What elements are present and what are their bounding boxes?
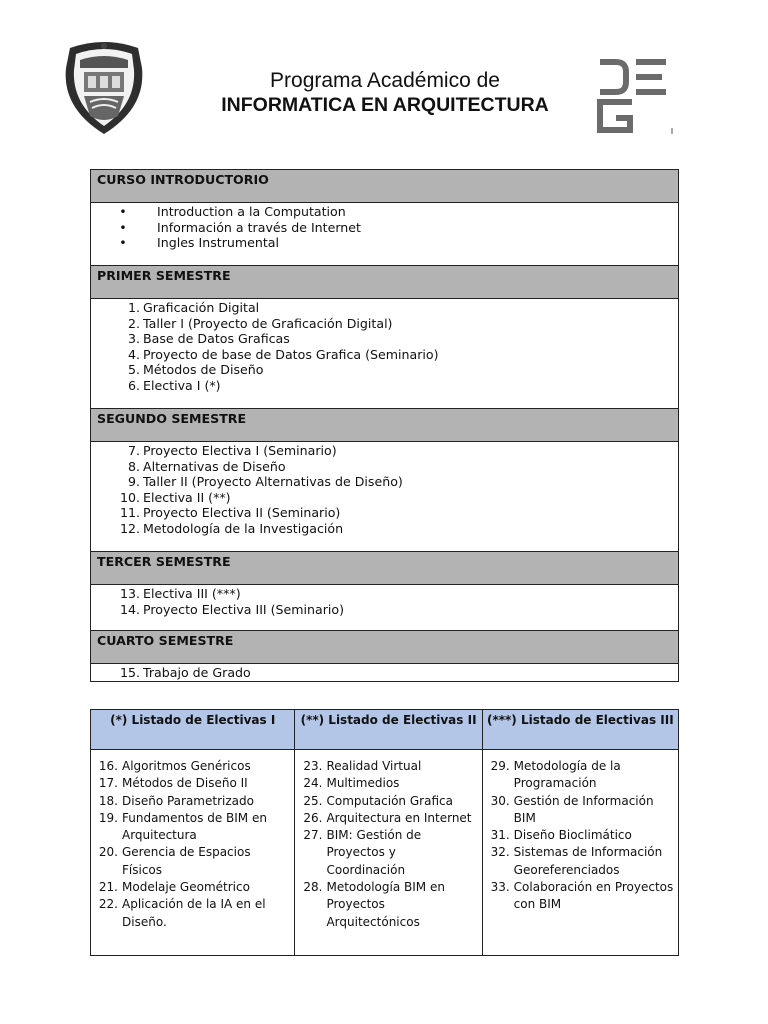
list-item: 18. Diseño Parametrizado xyxy=(98,793,254,808)
section-items xyxy=(91,203,679,266)
list-item: 32. Sistemas de Información Georeferenciados xyxy=(490,845,663,877)
list-item: 14. Proyecto Electiva III (Seminario) xyxy=(119,601,345,617)
list-item: 3. Base de Datos Graficas xyxy=(127,331,290,347)
document-title xyxy=(160,68,610,118)
list-item: • Información a través de Internet xyxy=(91,220,678,236)
electives-table xyxy=(90,709,679,956)
list-item: 4. Proyecto de base de Datos Grafica (Seminario) xyxy=(127,346,439,362)
list-item: 15. Trabajo de Grado xyxy=(119,665,251,680)
list-item: • Introduction a la Computation xyxy=(91,204,678,220)
deg-logo xyxy=(592,56,674,136)
list-item: 8. Alternativas de Diseño xyxy=(127,458,286,474)
list-item: 20. Gerencia de Espacios Físicos xyxy=(98,845,251,877)
section-header xyxy=(91,170,679,203)
list-item: 2. Taller I (Proyecto de Graficación Digital) xyxy=(127,315,393,331)
list-item: 28. Metodología BIM en Proyectos Arquitectónicos xyxy=(303,880,445,929)
electives-ii-column xyxy=(295,750,482,956)
list-item: 12. Metodología de la Investigación xyxy=(119,520,344,536)
electives-ii-header: (**) Listado de Electivas II xyxy=(295,710,482,750)
list-item: 6. Electiva I (*) xyxy=(127,377,221,393)
bullet-icon: • xyxy=(119,204,127,219)
section-title: SEGUNDO SEMESTRE xyxy=(91,409,679,442)
list-item: 5. Métodos de Diseño xyxy=(127,362,264,378)
section-header xyxy=(91,552,679,585)
list-item: 24. Multimedios xyxy=(303,776,400,791)
bullet-icon: • xyxy=(119,219,127,235)
section-header xyxy=(91,631,679,664)
section-items xyxy=(91,585,679,631)
list-item: 33. Colaboración en Proyectos con BIM xyxy=(490,880,674,912)
list-item: 7. Proyecto Electiva I (Seminario) xyxy=(127,443,337,458)
list-item: 16. Algoritmos Genéricos xyxy=(98,759,251,773)
list-item: 27. BIM: Gestión de Proyectos y Coordinación xyxy=(303,828,422,877)
list-item: 1. Graficación Digital xyxy=(127,300,260,315)
list-item: 11. Proyecto Electiva II (Seminario) xyxy=(119,505,341,521)
list-item: 31. Diseño Bioclimático xyxy=(490,828,632,843)
section-items xyxy=(91,664,679,682)
list-item: 13. Electiva III (***) xyxy=(119,586,241,601)
section-header xyxy=(91,409,679,442)
list-item: 22. Aplicación de la IA en el Diseño. xyxy=(98,897,266,929)
list-item: 17. Métodos de Diseño II xyxy=(98,776,248,791)
title-line-2: INFORMATICA EN ARQUITECTURA xyxy=(221,94,549,116)
electives-header-row xyxy=(91,710,679,750)
list-item: 19. Fundamentos de BIM en Arquitectura xyxy=(98,810,267,843)
list-item: 10. Electiva II (**) xyxy=(119,489,231,505)
list-item: 26. Arquitectura en Internet xyxy=(303,810,472,825)
list-item: • Ingles Instrumental xyxy=(91,235,678,251)
list-item: 21. Modelaje Geométrico xyxy=(98,880,250,895)
curriculum-table xyxy=(90,169,679,682)
electives-iii-column xyxy=(482,750,678,956)
section-header xyxy=(91,266,679,299)
section-title: CURSO INTRODUCTORIO xyxy=(91,170,679,203)
title-line-1: Programa Académico de xyxy=(270,69,500,92)
list-item: 29. Metodología de la Programación xyxy=(490,759,621,791)
list-item: 9. Taller II (Proyecto Alternativas de Diseño) xyxy=(127,474,403,490)
section-items xyxy=(91,442,679,552)
list-item: 23. Realidad Virtual xyxy=(303,759,422,773)
list-item: 25. Computación Grafica xyxy=(303,793,453,808)
electives-i-header: (*) Listado de Electivas I xyxy=(91,710,295,750)
university-seal-logo xyxy=(62,38,146,136)
list-item: 30. Gestión de Información BIM xyxy=(490,793,654,825)
bullet-icon: • xyxy=(119,235,127,251)
electives-i-column xyxy=(91,750,295,956)
section-title: PRIMER SEMESTRE xyxy=(91,266,679,299)
electives-iii-header: (***) Listado de Electivas III xyxy=(482,710,678,750)
section-items xyxy=(91,299,679,409)
section-title: CUARTO SEMESTRE xyxy=(91,631,679,664)
section-title: TERCER SEMESTRE xyxy=(91,552,679,585)
